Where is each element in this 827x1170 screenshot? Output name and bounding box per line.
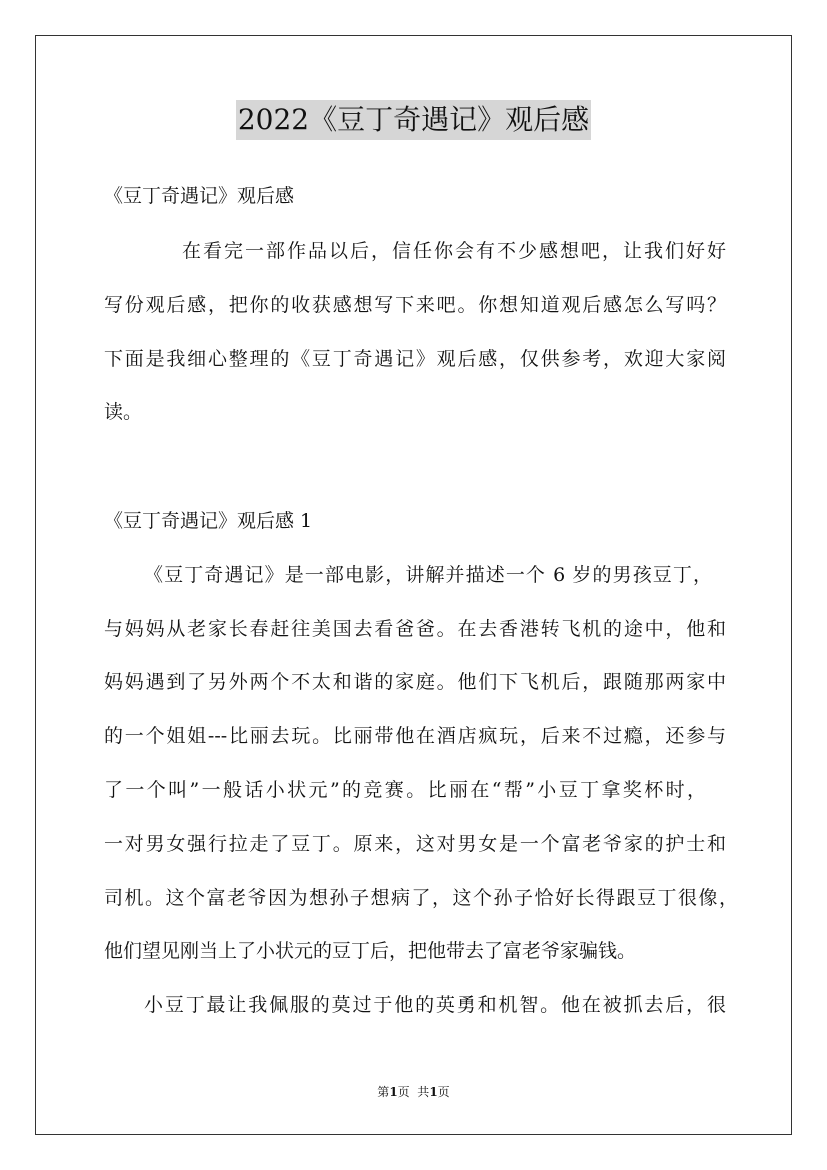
section1-heading: 《豆丁奇遇记》观后感 1 (104, 510, 313, 532)
section1-line-8: 他们望见刚当上了小状元的豆丁后，把他带去了富老爷家骗钱。 (104, 940, 637, 962)
section1-line-9: 小豆丁最让我佩服的莫过于他的英勇和机智。他在被抓去后，很 (144, 994, 726, 1016)
section1-line-3: 妈妈遇到了另外两个不太和谐的家庭。他们下飞机后，跟随那两家中 (104, 671, 726, 693)
title-wrap (0, 100, 827, 140)
section1-line-4: 的一个姐姐---比丽去玩。比丽带他在酒店疯玩，后来不过瘾，还参与 (104, 725, 726, 747)
section1-line-5: 了一个叫”一般话小状元”的竞赛。比丽在“帮”小豆丁拿奖杯时， (104, 779, 706, 801)
subtitle: 《豆丁奇遇记》观后感 (104, 185, 295, 207)
section1-line-2: 与妈妈从老家长春赶往美国去看爸爸。在去香港转飞机的途中，他和 (104, 618, 726, 640)
intro-line-4: 读。 (104, 401, 143, 423)
footer-page-prefix: 第 (377, 1085, 390, 1099)
intro-line-2: 写份观后感，把你的收获感想写下来吧。你想知道观后感怎么写吗？ (104, 294, 726, 316)
section1-line-1: 《豆丁奇遇记》是一部电影，讲解并描述一个 6 岁的男孩豆丁， (144, 564, 712, 586)
section1-line-7: 司机。这个富老爷因为想孙子想病了，这个孙子恰好长得跟豆丁很像， (104, 887, 738, 909)
document-title: 2022《豆丁奇遇记》观后感 (236, 100, 591, 140)
footer-page-total: 1 (429, 1085, 438, 1099)
footer-page-suffix: 页 (437, 1085, 450, 1099)
footer-page-num: 1 (389, 1085, 398, 1099)
intro-line-1: 在看完一部作品以后，信任你会有不少感想吧，让我们好好 (182, 240, 726, 262)
footer-page-mid: 页 共 (397, 1085, 430, 1099)
intro-line-3: 下面是我细心整理的《豆丁奇遇记》观后感，仅供参考，欢迎大家阅 (104, 348, 726, 370)
page-footer (0, 1084, 827, 1100)
section1-line-6: 一对男女强行拉走了豆丁。原来，这对男女是一个富老爷家的护士和 (104, 833, 726, 855)
